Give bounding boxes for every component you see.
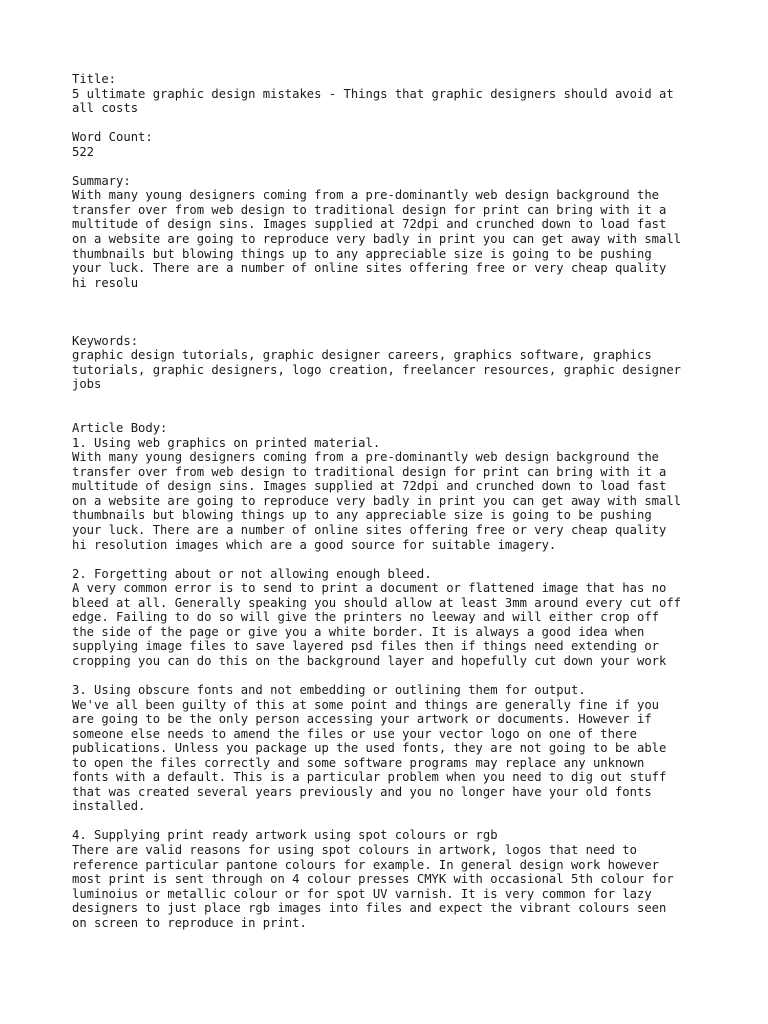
section-heading: 1. Using web graphics on printed material. [72, 435, 381, 450]
word-count-value: 522 [72, 144, 95, 159]
blank-line [72, 319, 712, 334]
section-line: reference particular pantone colours for example. In general design work however [72, 857, 659, 872]
summary-label: Summary: [72, 173, 131, 188]
blank-line [72, 552, 712, 567]
section-line: designers to just place rgb images into files and expect the vibrant colours seen [72, 901, 667, 916]
section-line: With many young designers coming from a pre-dominantly web design background the [72, 450, 659, 465]
title-label: Title: [72, 72, 117, 86]
section-heading: 2. Forgetting about or not allowing enough bleed. [72, 566, 432, 581]
section-line: transfer over from web design to traditional design for print can bring with it a [72, 464, 667, 479]
section-line: thumbnails but blowing things up to any appreciable size is going to be pushing [72, 508, 652, 523]
section-heading: 3. Using obscure fonts and not embedding or outlining them for output. [72, 682, 586, 697]
section-line: installed. [72, 799, 146, 814]
word-count-label: Word Count: [72, 130, 153, 145]
blank-line [72, 407, 712, 422]
section-line: A very common error is to send to print a document or flattened image that has no [72, 581, 667, 596]
blank-line [72, 116, 712, 131]
section-line: bleed at all. Generally speaking you should allow at least 3mm around every cut off [72, 595, 682, 610]
section-line: cropping you can do this on the background layer and hopefully cut down your work [72, 653, 667, 668]
section-line: hi resolution images which are a good source for suitable imagery. [72, 537, 557, 552]
blank-line [72, 305, 712, 320]
article-body-label: Article Body: [72, 421, 168, 436]
summary-line: transfer over from web design to traditional design for print can bring with it a [72, 202, 667, 217]
section-line: fonts with a default. This is a particular problem when you need to dig out stuff [72, 770, 667, 785]
keywords-label: Keywords: [72, 333, 139, 348]
title-line: all costs [72, 101, 139, 116]
summary-line: thumbnails but blowing things up to any appreciable size is going to be pushing [72, 246, 652, 261]
section-line: on a website are going to reproduce very badly in print you can get away with small [72, 493, 682, 508]
section-line: multitude of design sins. Images supplied at 72dpi and crunched down to load fast [72, 479, 667, 494]
keywords-line: tutorials, graphic designers, logo creation, freelancer resources, graphic designer [72, 362, 682, 377]
document-page [72, 72, 712, 930]
summary-line: your luck. There are a number of online sites offering free or very cheap quality [72, 261, 667, 276]
section-line: that was created several years previously and you no longer have your old fonts [72, 784, 652, 799]
blank-line [72, 668, 712, 683]
section-heading: 4. Supplying print ready artwork using spot colours or rgb [72, 828, 498, 843]
blank-line [72, 159, 712, 174]
keywords-line: jobs [72, 377, 102, 392]
blank-line [72, 290, 712, 305]
section-line: edge. Failing to do so will give the printers no leeway and will either crop off [72, 610, 659, 625]
section-line: your luck. There are a number of online sites offering free or very cheap quality [72, 522, 667, 537]
section-line: the side of the page or give you a white border. It is always a good idea when [72, 624, 645, 639]
blank-line [72, 392, 712, 407]
section-line: We've all been guilty of this at some point and things are generally fine if you [72, 697, 659, 712]
section-line: supplying image files to save layered psd files then if things need extending or [72, 639, 659, 654]
section-line: are going to be the only person accessing your artwork or documents. However if [72, 712, 652, 727]
section-line: publications. Unless you package up the used fonts, they are not going to be able [72, 741, 667, 756]
summary-line: multitude of design sins. Images supplied at 72dpi and crunched down to load fast [72, 217, 667, 232]
section-line: to open the files correctly and some software programs may replace any unknown [72, 755, 645, 770]
summary-line: on a website are going to reproduce very badly in print you can get away with small [72, 232, 682, 247]
section-line: most print is sent through on 4 colour presses CMYK with occasional 5th colour for [72, 872, 674, 887]
title-line: 5 ultimate graphic design mistakes - Things that graphic designers should avoid at [72, 86, 674, 101]
section-line: There are valid reasons for using spot colours in artwork, logos that need to [72, 842, 637, 857]
keywords-line: graphic design tutorials, graphic designer careers, graphics software, graphics [72, 348, 652, 363]
summary-line: With many young designers coming from a pre-dominantly web design background the [72, 188, 659, 203]
section-line: luminoius or metallic colour or for spot UV varnish. It is very common for lazy [72, 886, 652, 901]
section-line: on screen to reproduce in print. [72, 915, 307, 930]
blank-line [72, 814, 712, 829]
summary-line: hi resolu [72, 275, 139, 290]
section-line: someone else needs to amend the files or use your vector logo on one of there [72, 726, 637, 741]
